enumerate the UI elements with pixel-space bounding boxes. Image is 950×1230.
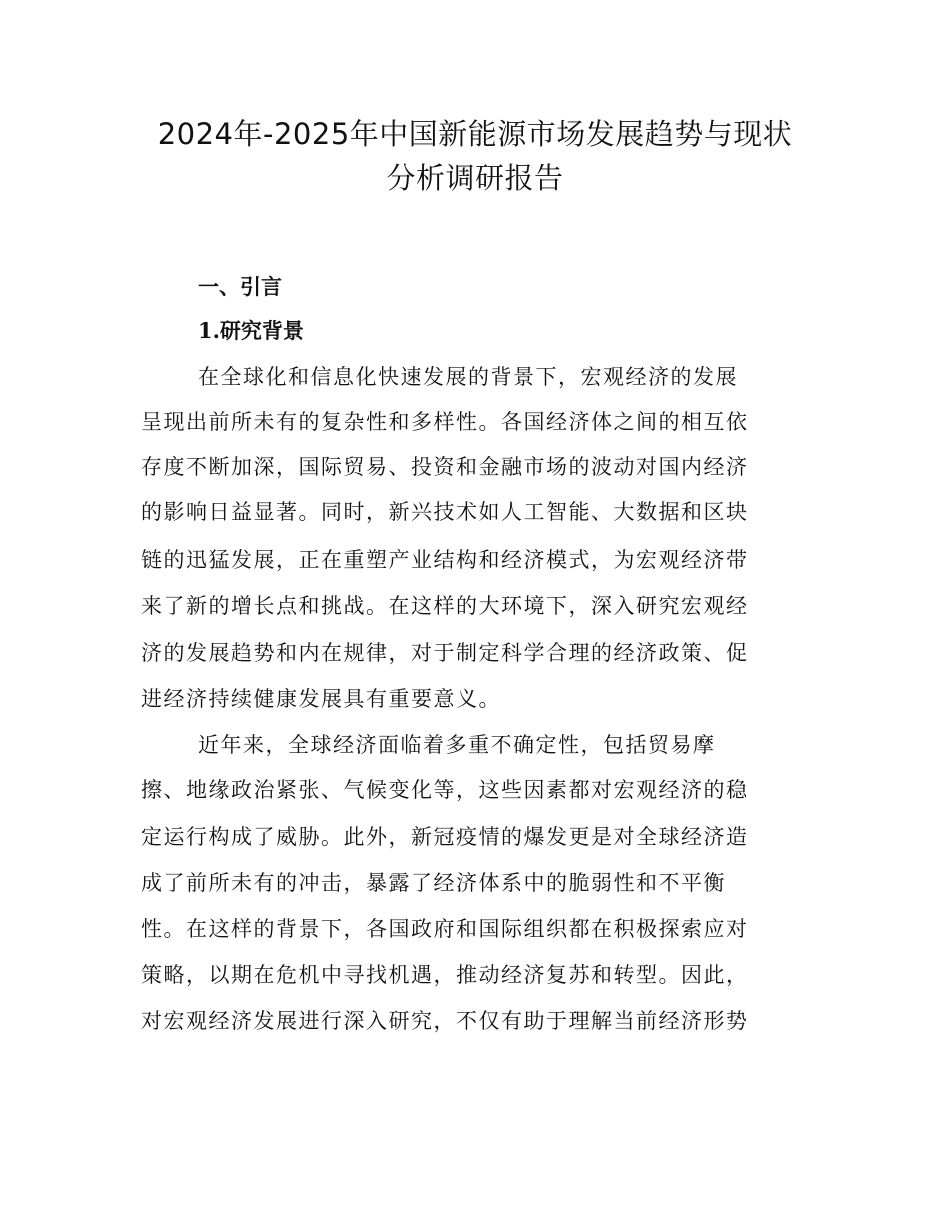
section-heading-introduction: 一、引言 xyxy=(198,274,282,299)
subsection-heading-research-background: 1.研究背景 xyxy=(198,318,304,343)
paragraph-line: 链的迅猛发展，正在重塑产业结构和经济模式，为宏观经济带 xyxy=(141,548,749,572)
document-title xyxy=(100,112,850,200)
paragraph-line: 擦、地缘政治紧张、气候变化等，这些因素都对宏观经济的稳 xyxy=(141,778,749,802)
title-line-1: 2024年-2025年中国新能源市场发展趋势与现状 xyxy=(157,117,793,151)
paragraph-line: 进经济持续健康发展具有重要意义。 xyxy=(141,687,501,711)
paragraph-line: 对宏观经济发展进行深入研究，不仅有助于理解当前经济形势 xyxy=(141,1009,749,1033)
paragraph-line: 近年来，全球经济面临着多重不确定性，包括贸易摩 xyxy=(198,733,716,757)
paragraph-line: 定运行构成了威胁。此外，新冠疫情的爆发更是对全球经济造 xyxy=(141,825,749,849)
paragraph-line: 的影响日益显著。同时，新兴技术如人工智能、大数据和区块 xyxy=(141,500,749,524)
paragraph-line: 在全球化和信息化快速发展的背景下，宏观经济的发展 xyxy=(198,365,738,389)
paragraph-line: 呈现出前所未有的复杂性和多样性。各国经济体之间的相互依 xyxy=(141,410,749,434)
paragraph-line: 来了新的增长点和挑战。在这样的大环境下，深入研究宏观经 xyxy=(141,594,749,618)
title-line-2: 分析调研报告 xyxy=(386,161,564,195)
paragraph-line: 济的发展趋势和内在规律，对于制定科学合理的经济政策、促 xyxy=(141,641,749,665)
paragraph-line: 策略，以期在危机中寻找机遇，推动经济复苏和转型。因此， xyxy=(141,963,749,987)
paragraph-line: 性。在这样的背景下，各国政府和国际组织都在积极探索应对 xyxy=(141,917,749,941)
paragraph-line: 成了前所未有的冲击，暴露了经济体系中的脆弱性和不平衡 xyxy=(141,871,726,895)
paragraph-line: 存度不断加深，国际贸易、投资和金融市场的波动对国内经济 xyxy=(141,455,749,479)
